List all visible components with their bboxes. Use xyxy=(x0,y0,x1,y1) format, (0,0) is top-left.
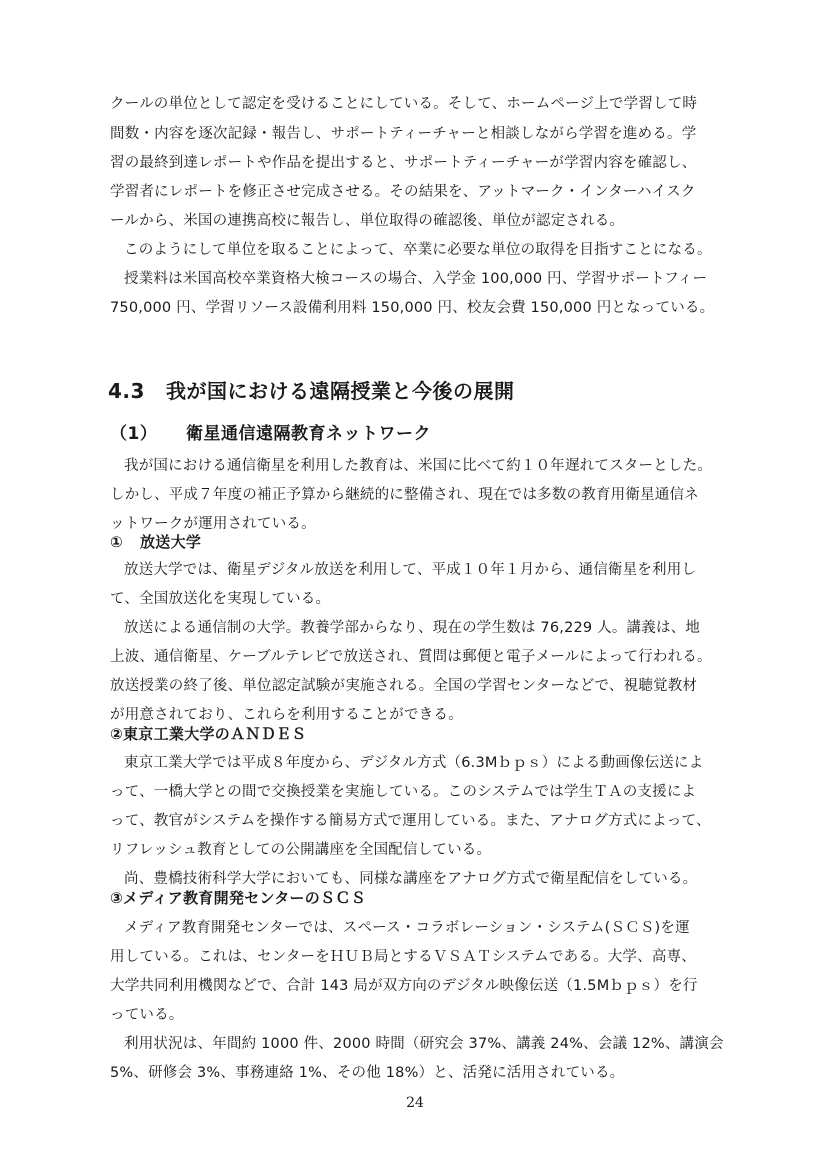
text-line: って、一橋大学との間で交換授業を実施している。このシステムでは学生ＴＡの支援によ xyxy=(110,784,697,800)
text-line: 利用状況は、年間約 1000 件、2000 時間（研究会 37%、講義 24%、会議 12%、講演会 xyxy=(124,1036,724,1052)
text-line: 750,000 円、学習リソース設備利用料 150,000 円、校友会費 150,000 円となっている。 xyxy=(110,300,715,316)
text-line: 東京工業大学では平成８年度から、デジタル方式（6.3Mｂｐｓ）による動画像伝送によ xyxy=(124,755,704,771)
text-line: 習の最終到達レポートや作品を提出すると、サポートティーチャーが学習内容を確認し、 xyxy=(110,155,697,171)
item-title: 放送大学 xyxy=(140,533,202,551)
text-line: 放送による通信制の大学。教養学部からなり、現在の学生数は 76,229 人。講義は、地 xyxy=(124,620,701,636)
text-line: リフレッシュ教育としての公開講座を全国配信している。 xyxy=(110,842,492,858)
text-line: 尚、豊橋技術科学大学においても、同様な講座をアナログ方式で衛星配信をしている。 xyxy=(124,871,698,887)
text-line: このようにして単位を取ることによって、卒業に必要な単位の取得を目指すことになる。 xyxy=(124,242,712,258)
section-number: 4.3 xyxy=(108,379,145,403)
text-line: 授業料は米国高校卒業資格大検コースの場合、入学金 100,000 円、学習サポートフィー xyxy=(124,271,708,287)
section-title: 我が国における遠隔授業と今後の展開 xyxy=(166,379,515,403)
text-line: 放送授業の終了後、単位認定試験が実施される。全国の学習センターなどで、視聴覚教材 xyxy=(110,678,698,694)
text-line: 5%、研修会 3%、事務連絡 1%、その他 18%）と、活発に活用されている。 xyxy=(110,1065,625,1081)
text-line: しかし、平成７年度の補正予算から継続的に整備され、現在では多数の教育用衛星通信ネ xyxy=(110,487,699,503)
text-line: っている。 xyxy=(110,1007,184,1023)
text-line: 用している。これは、センターをＨＵＢ局とするＶＳＡＴシステムである。大学、高専、 xyxy=(110,949,696,965)
text-line: 大学共同利用機関などで、合計 143 局が双方向のデジタル映像伝送（1.5Mｂｐｓ）を行 xyxy=(110,978,698,994)
item-heading: ③メディア教育開発センターのＳＣＳ xyxy=(110,889,367,907)
subsection-heading xyxy=(110,423,431,445)
subsection-number: （1） xyxy=(110,424,158,444)
item-heading xyxy=(110,532,201,552)
section-heading xyxy=(108,378,515,404)
text-line: 放送大学では、衛星デジタル放送を利用して、平成１０年１月から、通信衛星を利用し xyxy=(124,562,697,578)
text-line: 上波、通信衛星、ケーブルテレビで放送され、質問は郵便と電子メールによって行われる。 xyxy=(110,649,712,665)
page-number: 24 xyxy=(406,1095,424,1111)
item-number: ① xyxy=(110,533,124,551)
text-line: 我が国における通信衛星を利用した教育は、米国に比べて約１０年遅れてスターとした。 xyxy=(124,458,712,474)
text-line: メディア教育開発センターでは、スペース・コラボレーション・システム(ＳＣＳ)を運 xyxy=(124,920,690,936)
text-line: が用意されており、これらを利用することができる。 xyxy=(110,707,463,723)
text-line: 間数・内容を逐次記録・報告し、サポートティーチャーと相談しながら学習を進める。学 xyxy=(110,126,697,142)
item-heading: ②東京工業大学のＡＮＤＥＳ xyxy=(110,725,307,743)
text-line: て、全国放送化を実現している。 xyxy=(110,591,331,607)
subsection-title: 衛星通信遠隔教育ネットワーク xyxy=(186,424,431,444)
text-line: ールから、米国の連携高校に報告し、単位取得の確認後、単位が認定される。 xyxy=(110,213,625,229)
text-line: って、教官がシステムを操作する簡易方式で運用している。また、アナログ方式によって、 xyxy=(110,813,711,829)
text-line: クールの単位として認定を受けることにしている。そして、ホームページ上で学習して時 xyxy=(110,96,698,112)
text-line: 学習者にレポートを修正させ完成させる。その結果を、アットマーク・インターハイスク xyxy=(110,184,696,200)
text-line: ットワークが運用されている。 xyxy=(110,516,316,532)
